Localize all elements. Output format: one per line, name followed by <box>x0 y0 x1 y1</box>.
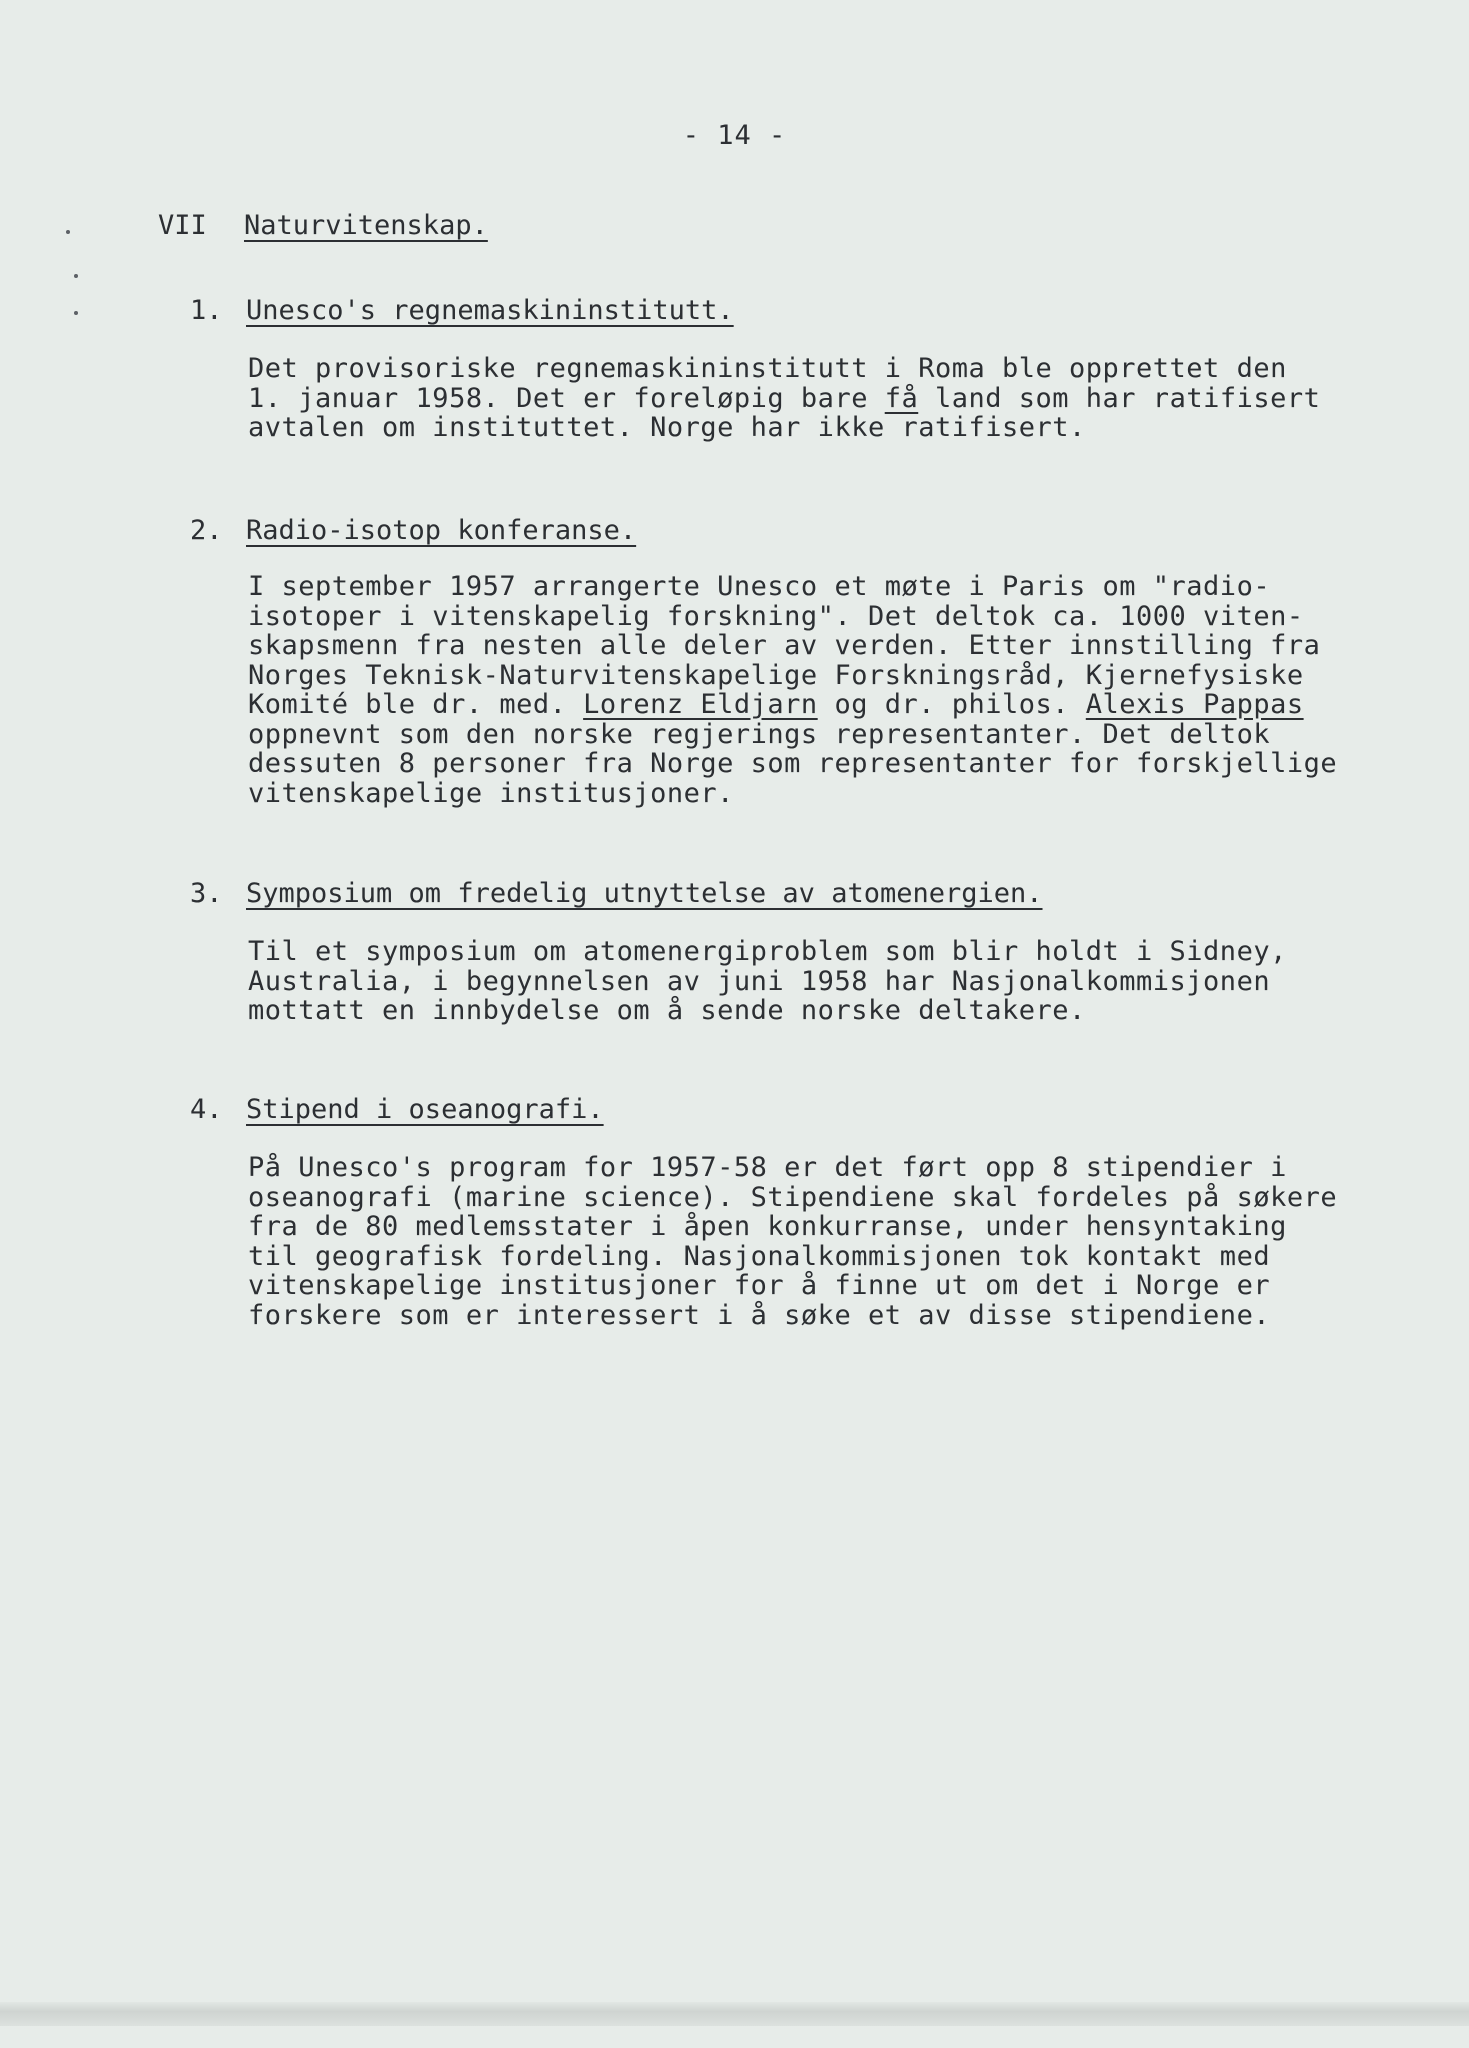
section-paragraph <box>248 937 1418 1026</box>
text-line: mottatt en innbydelse om å sende norske deltakere. <box>248 995 1086 1026</box>
text-line: Det provisoriske regnemaskininstitutt i Roma ble opprettet den <box>248 353 1287 384</box>
text-line: oppnevnt som den norske regjerings representanter. Det deltok <box>248 718 1271 750</box>
text-line: På Unesco's program for 1957-58 er det ført opp 8 stipendier i <box>248 1152 1287 1183</box>
chapter-number: VII <box>158 210 207 241</box>
page-number: - 14 - <box>682 120 787 151</box>
chapter-heading <box>158 210 488 241</box>
underlined-word: få <box>884 382 919 414</box>
section-paragraph <box>248 1153 1418 1330</box>
underlined-name: Lorenz Eldjarn <box>583 689 818 720</box>
text-line: fra de 80 medlemsstater i åpen konkurranse, under hensyntaking <box>248 1211 1287 1242</box>
text-line: vitenskapelige institusjoner. <box>248 777 734 809</box>
text-line: Norges Teknisk-Naturvitenskapelige Forskningsråd, Kjernefysiske <box>248 659 1304 691</box>
section-paragraph <box>248 572 1418 808</box>
text-line: til geografisk fordeling. Nasjonalkommisjonen tok kontakt med <box>248 1240 1271 1272</box>
text-line: skapsmenn fra nesten alle deler av verden. Etter innstilling fra <box>248 630 1321 661</box>
section-paragraph <box>248 354 1418 443</box>
margin-mark <box>74 311 78 315</box>
section-title: Radio-isotop konferanse. <box>246 515 637 546</box>
section-title: Stipend i oseanografi. <box>246 1094 604 1125</box>
text-line: Til et symposium om atomenergiproblem som blir holdt i Sidney, <box>248 936 1287 967</box>
margin-mark <box>66 230 70 234</box>
chapter-title: Naturvitenskap. <box>244 210 488 241</box>
text-line: oseanografi (marine science). Stipendiene skal fordeles på søkere <box>248 1181 1338 1213</box>
scan-edge <box>0 2002 1469 2026</box>
text-line: avtalen om instituttet. Norge har ikke ratifisert. <box>248 412 1086 443</box>
section-title: Unesco's regnemaskininstitutt. <box>246 295 734 326</box>
text-line: forskere som er interessert i å søke et av disse stipendiene. <box>248 1299 1271 1331</box>
section-number: 1. <box>190 295 223 326</box>
section-title: Symposium om fredelig utnyttelse av atomenergien. <box>246 878 1043 909</box>
underlined-name: Alexis Pappas <box>1085 689 1304 720</box>
section-heading <box>190 295 734 326</box>
text-line: vitenskapelige institusjoner for å finne ut om det i Norge er <box>248 1270 1271 1301</box>
section-number: 4. <box>190 1094 223 1125</box>
section-heading <box>190 1094 604 1125</box>
section-number: 3. <box>190 878 223 909</box>
text-line: 1. januar 1958. Det er foreløpig bare få land som har ratifisert <box>248 382 1321 414</box>
section-number: 2. <box>190 515 223 546</box>
margin-mark <box>74 274 78 278</box>
section-heading <box>190 515 636 546</box>
text-line: Komité ble dr. med. Lorenz Eldjarn og dr. philos. Alexis Pappas <box>248 689 1304 720</box>
section-heading <box>190 878 1043 909</box>
text-line: isotoper i vitenskapelig forskning". Det deltok ca. 1000 viten- <box>248 600 1304 632</box>
text-line: Australia, i begynnelsen av juni 1958 har Nasjonalkommisjonen <box>248 965 1271 997</box>
text-line: dessuten 8 personer fra Norge som representanter for forskjellige <box>248 748 1338 779</box>
text-line: I september 1957 arrangerte Unesco et møte i Paris om "radio- <box>248 571 1271 602</box>
